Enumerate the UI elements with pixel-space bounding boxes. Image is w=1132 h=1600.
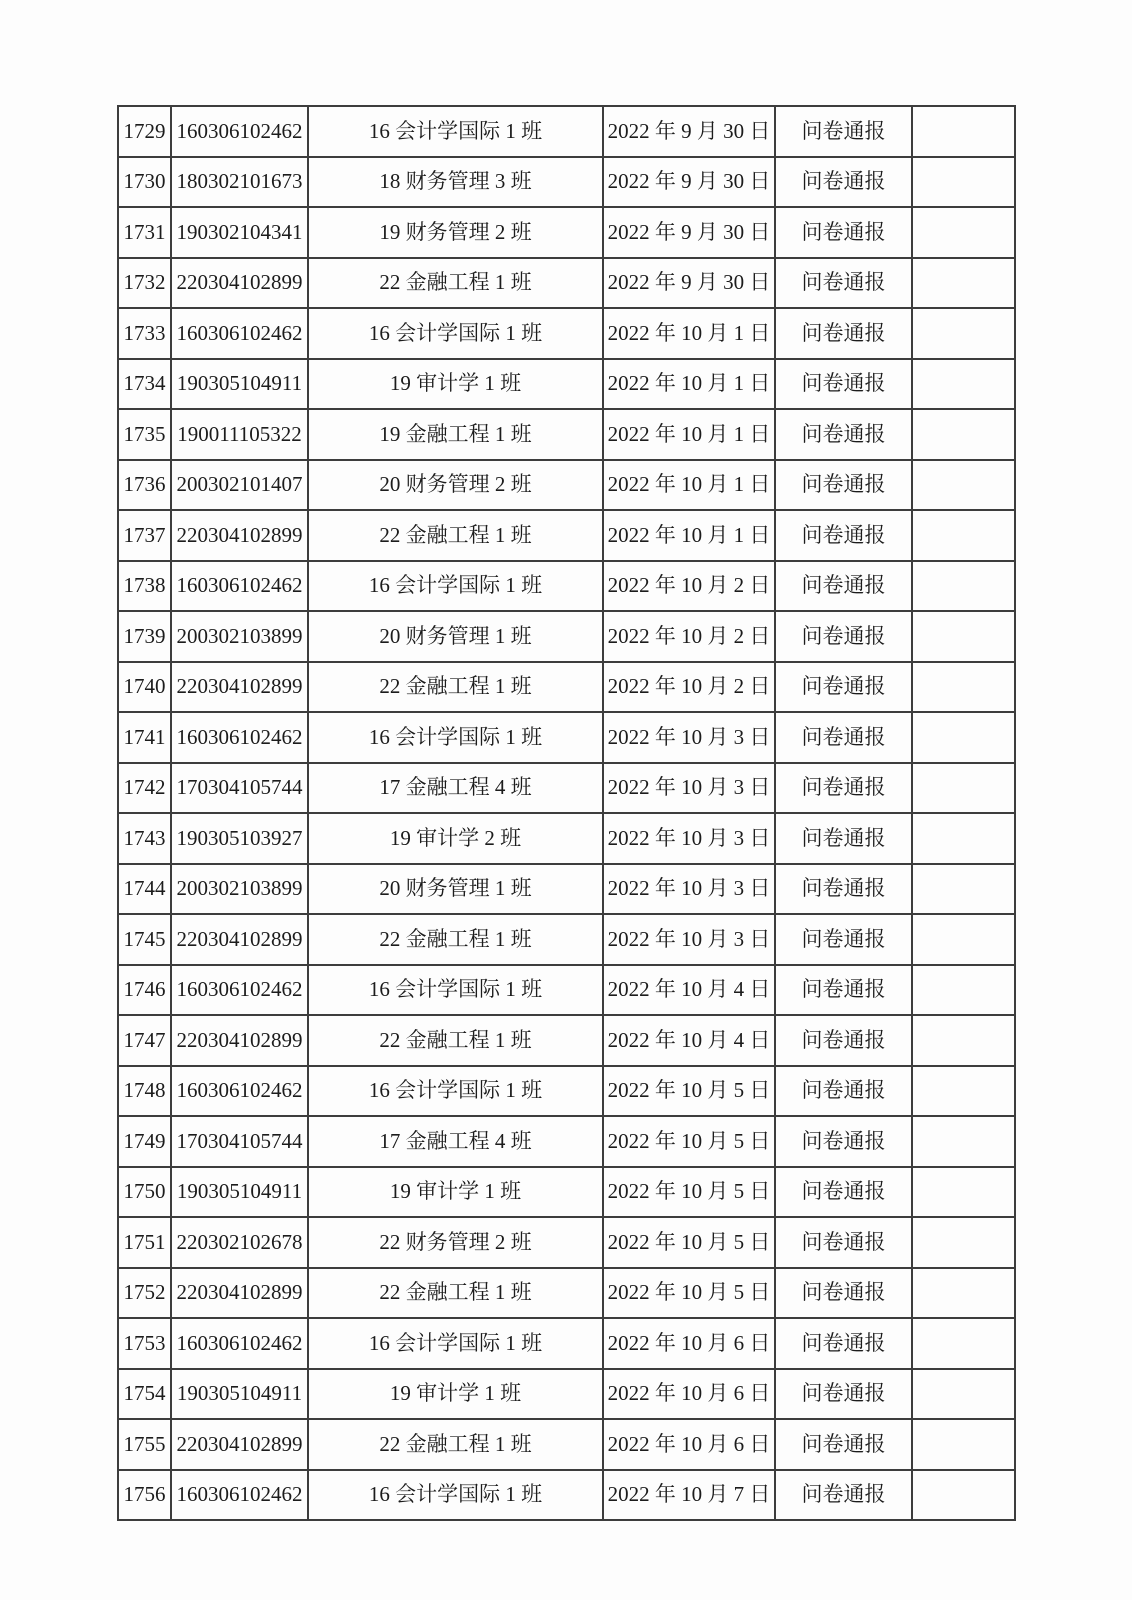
remark-cell [912,611,1015,662]
student-id-cell: 190305104911 [171,1369,308,1420]
remark-cell [912,1268,1015,1319]
class-name-cell: 19 审计学 1 班 [308,1167,603,1218]
student-id-cell: 160306102462 [171,965,308,1016]
student-id-cell: 180302101673 [171,157,308,208]
row-number-cell: 1747 [118,1015,171,1066]
remark-cell [912,1066,1015,1117]
class-name-cell: 20 财务管理 2 班 [308,460,603,511]
student-id-cell: 170304105744 [171,763,308,814]
notice-type-cell: 问卷通报 [775,763,912,814]
row-number-cell: 1748 [118,1066,171,1117]
table-row [118,359,1015,410]
table-row [118,409,1015,460]
notice-type-cell: 问卷通报 [775,409,912,460]
student-id-cell: 160306102462 [171,1318,308,1369]
table-row [118,1268,1015,1319]
table-row [118,712,1015,763]
student-id-cell: 200302103899 [171,864,308,915]
table-row [118,1419,1015,1470]
row-number-cell: 1743 [118,813,171,864]
remark-cell [912,258,1015,309]
date-cell: 2022 年 10 月 2 日 [603,611,775,662]
notice-type-cell: 问卷通报 [775,258,912,309]
remark-cell [912,1116,1015,1167]
class-name-cell: 19 财务管理 2 班 [308,207,603,258]
table-row [118,813,1015,864]
date-cell: 2022 年 10 月 5 日 [603,1217,775,1268]
table-row [118,510,1015,561]
row-number-cell: 1739 [118,611,171,662]
remark-cell [912,712,1015,763]
remark-cell [912,460,1015,511]
notice-type-cell: 问卷通报 [775,1066,912,1117]
remark-cell [912,1217,1015,1268]
date-cell: 2022 年 9 月 30 日 [603,106,775,157]
table-row [118,1470,1015,1521]
date-cell: 2022 年 10 月 5 日 [603,1268,775,1319]
row-number-cell: 1755 [118,1419,171,1470]
class-name-cell: 16 会计学国际 1 班 [308,308,603,359]
student-id-cell: 190305104911 [171,1167,308,1218]
remark-cell [912,662,1015,713]
row-number-cell: 1738 [118,561,171,612]
notice-type-cell: 问卷通报 [775,460,912,511]
student-id-cell: 160306102462 [171,308,308,359]
notice-type-cell: 问卷通报 [775,1167,912,1218]
date-cell: 2022 年 10 月 6 日 [603,1318,775,1369]
table-row [118,914,1015,965]
table-row [118,965,1015,1016]
remark-cell [912,561,1015,612]
notice-type-cell: 问卷通报 [775,359,912,410]
date-cell: 2022 年 10 月 1 日 [603,510,775,561]
date-cell: 2022 年 10 月 1 日 [603,359,775,410]
remark-cell [912,207,1015,258]
student-id-cell: 160306102462 [171,561,308,612]
student-id-cell: 170304105744 [171,1116,308,1167]
class-name-cell: 22 金融工程 1 班 [308,258,603,309]
notice-type-cell: 问卷通报 [775,1369,912,1420]
remark-cell [912,914,1015,965]
notice-type-cell: 问卷通报 [775,1015,912,1066]
remark-cell [912,1167,1015,1218]
notice-type-cell: 问卷通报 [775,1217,912,1268]
remark-cell [912,1369,1015,1420]
table-row [118,460,1015,511]
date-cell: 2022 年 9 月 30 日 [603,207,775,258]
class-name-cell: 19 金融工程 1 班 [308,409,603,460]
remark-cell [912,813,1015,864]
student-id-cell: 200302101407 [171,460,308,511]
class-name-cell: 16 会计学国际 1 班 [308,1470,603,1521]
table-row [118,157,1015,208]
student-id-cell: 190305103927 [171,813,308,864]
class-name-cell: 18 财务管理 3 班 [308,157,603,208]
table-row [118,1116,1015,1167]
student-id-cell: 220304102899 [171,1419,308,1470]
remark-cell [912,1015,1015,1066]
row-number-cell: 1741 [118,712,171,763]
student-id-cell: 160306102462 [171,712,308,763]
class-name-cell: 22 金融工程 1 班 [308,510,603,561]
table-row [118,763,1015,814]
row-number-cell: 1740 [118,662,171,713]
remark-cell [912,409,1015,460]
remark-cell [912,1419,1015,1470]
student-id-cell: 160306102462 [171,1470,308,1521]
table-row [118,1015,1015,1066]
notice-type-cell: 问卷通报 [775,1318,912,1369]
class-name-cell: 16 会计学国际 1 班 [308,1318,603,1369]
student-id-cell: 220304102899 [171,1268,308,1319]
table-row [118,308,1015,359]
class-name-cell: 19 审计学 1 班 [308,359,603,410]
date-cell: 2022 年 10 月 6 日 [603,1419,775,1470]
notice-type-cell: 问卷通报 [775,1470,912,1521]
student-id-cell: 200302103899 [171,611,308,662]
student-id-cell: 220304102899 [171,662,308,713]
student-id-cell: 160306102462 [171,106,308,157]
student-id-cell: 220304102899 [171,510,308,561]
date-cell: 2022 年 10 月 7 日 [603,1470,775,1521]
row-number-cell: 1735 [118,409,171,460]
date-cell: 2022 年 10 月 5 日 [603,1167,775,1218]
remark-cell [912,359,1015,410]
notice-type-cell: 问卷通报 [775,662,912,713]
date-cell: 2022 年 10 月 6 日 [603,1369,775,1420]
date-cell: 2022 年 10 月 3 日 [603,864,775,915]
student-id-cell: 190011105322 [171,409,308,460]
student-id-cell: 160306102462 [171,1066,308,1117]
notice-type-cell: 问卷通报 [775,106,912,157]
class-name-cell: 17 金融工程 4 班 [308,1116,603,1167]
student-id-cell: 190305104911 [171,359,308,410]
row-number-cell: 1732 [118,258,171,309]
row-number-cell: 1731 [118,207,171,258]
date-cell: 2022 年 9 月 30 日 [603,258,775,309]
row-number-cell: 1736 [118,460,171,511]
row-number-cell: 1746 [118,965,171,1016]
class-name-cell: 19 审计学 2 班 [308,813,603,864]
table-row [118,611,1015,662]
class-name-cell: 22 金融工程 1 班 [308,1268,603,1319]
remark-cell [912,864,1015,915]
row-number-cell: 1737 [118,510,171,561]
student-id-cell: 220304102899 [171,258,308,309]
date-cell: 2022 年 10 月 5 日 [603,1066,775,1117]
date-cell: 2022 年 10 月 4 日 [603,1015,775,1066]
date-cell: 2022 年 10 月 1 日 [603,409,775,460]
remark-cell [912,1470,1015,1521]
date-cell: 2022 年 10 月 3 日 [603,914,775,965]
class-name-cell: 20 财务管理 1 班 [308,611,603,662]
class-name-cell: 16 会计学国际 1 班 [308,1066,603,1117]
date-cell: 2022 年 10 月 4 日 [603,965,775,1016]
notice-type-cell: 问卷通报 [775,510,912,561]
row-number-cell: 1749 [118,1116,171,1167]
questionnaire-notice-table [117,105,1016,1521]
date-cell: 2022 年 10 月 2 日 [603,561,775,612]
class-name-cell: 22 财务管理 2 班 [308,1217,603,1268]
row-number-cell: 1742 [118,763,171,814]
student-id-cell: 190302104341 [171,207,308,258]
date-cell: 2022 年 10 月 2 日 [603,662,775,713]
remark-cell [912,965,1015,1016]
date-cell: 2022 年 10 月 5 日 [603,1116,775,1167]
remark-cell [912,106,1015,157]
student-id-cell: 220304102899 [171,1015,308,1066]
class-name-cell: 16 会计学国际 1 班 [308,106,603,157]
notice-type-cell: 问卷通报 [775,813,912,864]
row-number-cell: 1730 [118,157,171,208]
notice-type-cell: 问卷通报 [775,864,912,915]
class-name-cell: 16 会计学国际 1 班 [308,561,603,612]
row-number-cell: 1750 [118,1167,171,1218]
date-cell: 2022 年 10 月 3 日 [603,763,775,814]
remark-cell [912,510,1015,561]
table-row [118,207,1015,258]
class-name-cell: 22 金融工程 1 班 [308,1419,603,1470]
notice-type-cell: 问卷通报 [775,207,912,258]
table-row [118,1167,1015,1218]
class-name-cell: 17 金融工程 4 班 [308,763,603,814]
remark-cell [912,308,1015,359]
student-id-cell: 220302102678 [171,1217,308,1268]
row-number-cell: 1745 [118,914,171,965]
class-name-cell: 22 金融工程 1 班 [308,1015,603,1066]
row-number-cell: 1756 [118,1470,171,1521]
notice-type-cell: 问卷通报 [775,1419,912,1470]
student-id-cell: 220304102899 [171,914,308,965]
table-row [118,864,1015,915]
table-row [118,1369,1015,1420]
notice-type-cell: 问卷通报 [775,1116,912,1167]
remark-cell [912,763,1015,814]
row-number-cell: 1734 [118,359,171,410]
row-number-cell: 1733 [118,308,171,359]
class-name-cell: 22 金融工程 1 班 [308,662,603,713]
row-number-cell: 1754 [118,1369,171,1420]
class-name-cell: 22 金融工程 1 班 [308,914,603,965]
row-number-cell: 1753 [118,1318,171,1369]
row-number-cell: 1752 [118,1268,171,1319]
remark-cell [912,157,1015,208]
table-row [118,1217,1015,1268]
notice-type-cell: 问卷通报 [775,308,912,359]
notice-type-cell: 问卷通报 [775,965,912,1016]
table-row [118,1066,1015,1117]
row-number-cell: 1729 [118,106,171,157]
date-cell: 2022 年 9 月 30 日 [603,157,775,208]
date-cell: 2022 年 10 月 3 日 [603,712,775,763]
remark-cell [912,1318,1015,1369]
row-number-cell: 1744 [118,864,171,915]
class-name-cell: 16 会计学国际 1 班 [308,965,603,1016]
table-row [118,258,1015,309]
notice-type-cell: 问卷通报 [775,611,912,662]
table-row [118,561,1015,612]
table-row [118,1318,1015,1369]
notice-type-cell: 问卷通报 [775,1268,912,1319]
date-cell: 2022 年 10 月 1 日 [603,460,775,511]
table-row [118,106,1015,157]
notice-type-cell: 问卷通报 [775,561,912,612]
notice-type-cell: 问卷通报 [775,914,912,965]
class-name-cell: 20 财务管理 1 班 [308,864,603,915]
notice-type-cell: 问卷通报 [775,712,912,763]
row-number-cell: 1751 [118,1217,171,1268]
class-name-cell: 16 会计学国际 1 班 [308,712,603,763]
date-cell: 2022 年 10 月 3 日 [603,813,775,864]
date-cell: 2022 年 10 月 1 日 [603,308,775,359]
table-row [118,662,1015,713]
notice-type-cell: 问卷通报 [775,157,912,208]
class-name-cell: 19 审计学 1 班 [308,1369,603,1420]
